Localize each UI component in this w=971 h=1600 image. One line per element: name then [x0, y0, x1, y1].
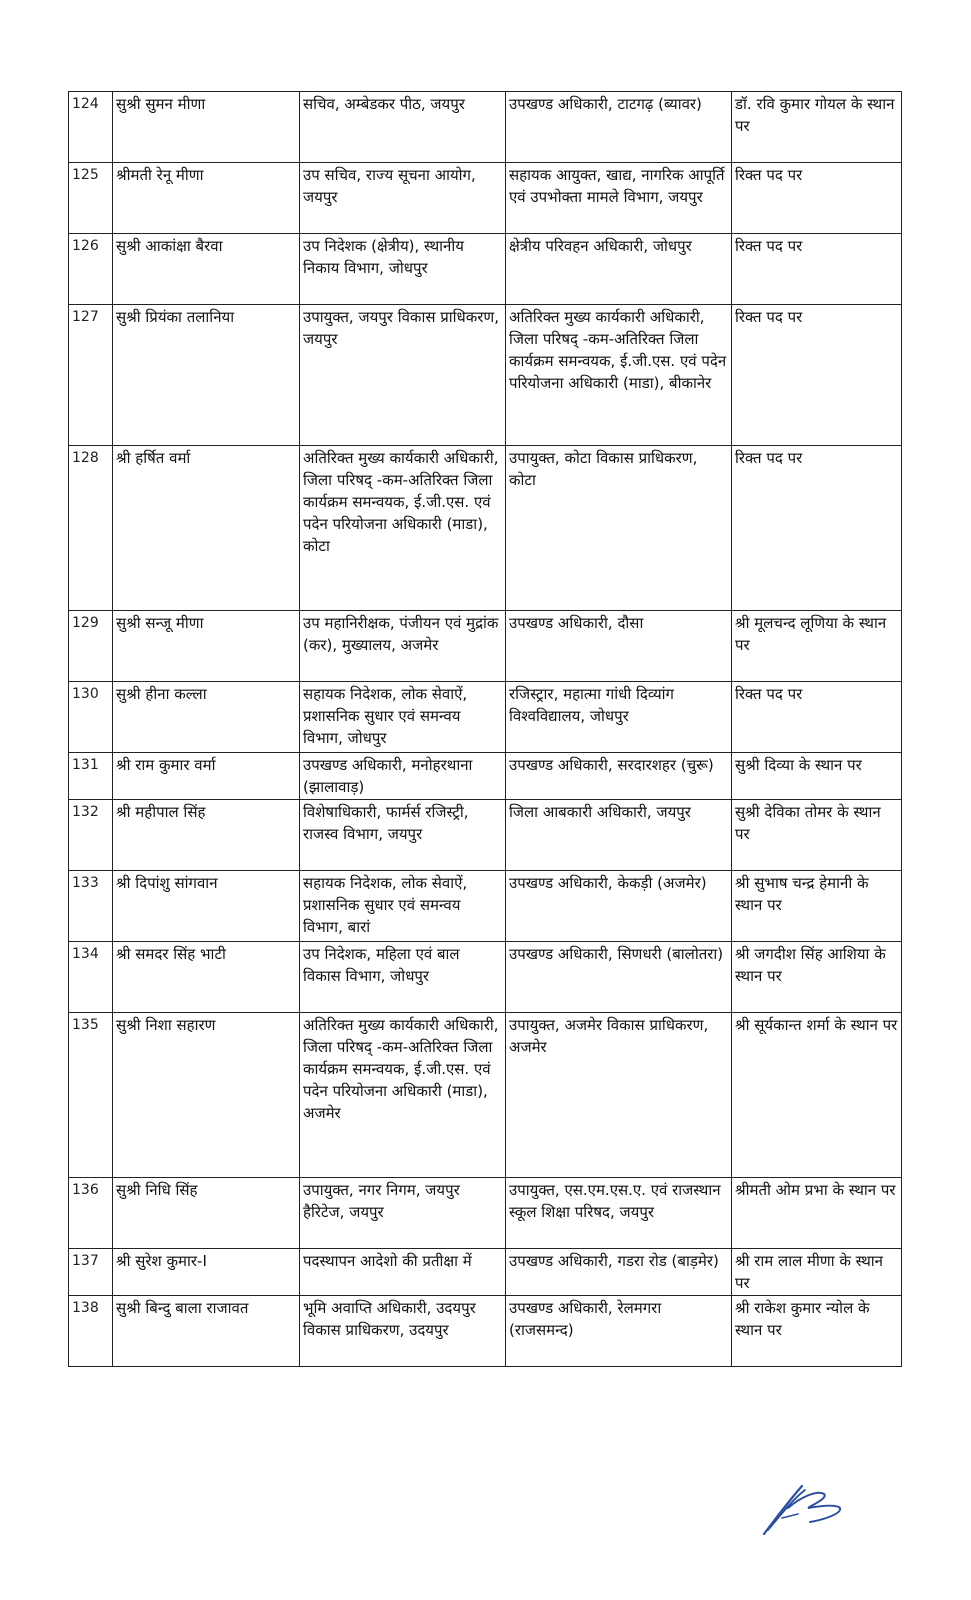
table-row [69, 92, 902, 163]
current-posting: सहायक निदेशक, लोक सेवाऐं, प्रशासनिक सुधार एवं समन्वय विभाग, बारां [300, 871, 506, 942]
new-posting: सहायक आयुक्त, खाद्य, नागरिक आपूर्ति एवं उपभोक्ता मामले विभाग, जयपुर [506, 163, 732, 234]
serial-number: 138 [69, 1296, 113, 1367]
officer-name: सुश्री बिन्दु बाला राजावत [113, 1296, 300, 1367]
new-posting: उपखण्ड अधिकारी, रेलमगरा (राजसमन्द) [506, 1296, 732, 1367]
current-posting: उपायुक्त, नगर निगम, जयपुर हैरिटेज, जयपुर [300, 1178, 506, 1249]
current-posting: उप महानिरीक्षक, पंजीयन एवं मुद्रांक (कर), मुख्यालय, अजमेर [300, 611, 506, 682]
new-posting: रजिस्ट्रार, महात्मा गांधी दिव्यांग विश्वविद्यालय, जोधपुर [506, 682, 732, 753]
officer-name: सुश्री प्रियंका तलानिया [113, 305, 300, 446]
remarks: श्री मूलचन्द लूणिया के स्थान पर [732, 611, 902, 682]
current-posting: उप निदेशक, महिला एवं बाल विकास विभाग, जोधपुर [300, 942, 506, 1013]
new-posting: उपखण्ड अधिकारी, सरदारशहर (चुरू) [506, 753, 732, 800]
officer-name: श्री हर्षित वर्मा [113, 446, 300, 611]
serial-number: 131 [69, 753, 113, 800]
current-posting: सचिव, अम्बेडकर पीठ, जयपुर [300, 92, 506, 163]
new-posting: उपखण्ड अधिकारी, सिणधरी (बालोतरा) [506, 942, 732, 1013]
table-row [69, 1249, 902, 1296]
table-row [69, 234, 902, 305]
remarks: रिक्त पद पर [732, 682, 902, 753]
remarks: रिक्त पद पर [732, 234, 902, 305]
new-posting: जिला आबकारी अधिकारी, जयपुर [506, 800, 732, 871]
serial-number: 136 [69, 1178, 113, 1249]
table-row [69, 682, 902, 753]
new-posting: उपखण्ड अधिकारी, टाटगढ़ (ब्यावर) [506, 92, 732, 163]
officer-name: सुश्री आकांक्षा बैरवा [113, 234, 300, 305]
remarks: श्री सूर्यकान्त शर्मा के स्थान पर [732, 1013, 902, 1178]
table-row [69, 942, 902, 1013]
serial-number: 126 [69, 234, 113, 305]
remarks: श्री जगदीश सिंह आशिया के स्थान पर [732, 942, 902, 1013]
table-row [69, 753, 902, 800]
transfer-order-table [68, 91, 902, 1367]
table-row [69, 1178, 902, 1249]
table-row [69, 1013, 902, 1178]
remarks: डॉ. रवि कुमार गोयल के स्थान पर [732, 92, 902, 163]
remarks: सुश्री देविका तोमर के स्थान पर [732, 800, 902, 871]
officer-name: श्री सुरेश कुमार-I [113, 1249, 300, 1296]
new-posting: उपखण्ड अधिकारी, दौसा [506, 611, 732, 682]
new-posting: उपखण्ड अधिकारी, गडरा रोड (बाड़मेर) [506, 1249, 732, 1296]
current-posting: उपखण्ड अधिकारी, मनोहरथाना (झालावाड़) [300, 753, 506, 800]
table-row [69, 871, 902, 942]
officer-name: सुश्री हीना कल्ला [113, 682, 300, 753]
current-posting: सहायक निदेशक, लोक सेवाऐं, प्रशासनिक सुधार एवं समन्वय विभाग, जोधपुर [300, 682, 506, 753]
serial-number: 125 [69, 163, 113, 234]
current-posting: अतिरिक्त मुख्य कार्यकारी अधिकारी, जिला परिषद् -कम-अतिरिक्त जिला कार्यक्रम समन्वयक, ई.जी.एस. एवं पदेन परियोजना अधिकारी (माडा), अजमेर [300, 1013, 506, 1178]
table-row [69, 800, 902, 871]
officer-name: श्री समदर सिंह भाटी [113, 942, 300, 1013]
current-posting: उपायुक्त, जयपुर विकास प्राधिकरण, जयपुर [300, 305, 506, 446]
table-row [69, 611, 902, 682]
table-row [69, 163, 902, 234]
new-posting: अतिरिक्त मुख्य कार्यकारी अधिकारी, जिला परिषद् -कम-अतिरिक्त जिला कार्यक्रम समन्वयक, ई.जी.एस. एवं पदेन परियोजना अधिकारी (माडा), बीकानेर [506, 305, 732, 446]
table-body [69, 92, 902, 1367]
remarks: श्री राकेश कुमार न्योल के स्थान पर [732, 1296, 902, 1367]
officer-name: श्री दिपांशु सांगवान [113, 871, 300, 942]
officer-name: सुश्री सन्जू मीणा [113, 611, 300, 682]
officer-name: सुश्री निशा सहारण [113, 1013, 300, 1178]
current-posting: पदस्थापन आदेशो की प्रतीक्षा में [300, 1249, 506, 1296]
signature-icon [758, 1478, 848, 1538]
remarks: रिक्त पद पर [732, 163, 902, 234]
new-posting: उपायुक्त, कोटा विकास प्राधिकरण, कोटा [506, 446, 732, 611]
serial-number: 130 [69, 682, 113, 753]
current-posting: विशेषाधिकारी, फार्मर्स रजिस्ट्री, राजस्व विभाग, जयपुर [300, 800, 506, 871]
officer-name: श्री राम कुमार वर्मा [113, 753, 300, 800]
serial-number: 124 [69, 92, 113, 163]
new-posting: उपायुक्त, एस.एम.एस.ए. एवं राजस्थान स्कूल शिक्षा परिषद, जयपुर [506, 1178, 732, 1249]
serial-number: 135 [69, 1013, 113, 1178]
officer-name: सुश्री सुमन मीणा [113, 92, 300, 163]
serial-number: 129 [69, 611, 113, 682]
serial-number: 128 [69, 446, 113, 611]
current-posting: अतिरिक्त मुख्य कार्यकारी अधिकारी, जिला परिषद् -कम-अतिरिक्त जिला कार्यक्रम समन्वयक, ई.जी.एस. एवं पदेन परियोजना अधिकारी (माडा), कोटा [300, 446, 506, 611]
serial-number: 127 [69, 305, 113, 446]
serial-number: 137 [69, 1249, 113, 1296]
current-posting: भूमि अवाप्ति अधिकारी, उदयपुर विकास प्राधिकरण, उदयपुर [300, 1296, 506, 1367]
new-posting: उपायुक्त, अजमेर विकास प्राधिकरण, अजमेर [506, 1013, 732, 1178]
remarks: रिक्त पद पर [732, 446, 902, 611]
remarks: श्री राम लाल मीणा के स्थान पर [732, 1249, 902, 1296]
remarks: रिक्त पद पर [732, 305, 902, 446]
officer-name: श्री महीपाल सिंह [113, 800, 300, 871]
remarks: श्रीमती ओम प्रभा के स्थान पर [732, 1178, 902, 1249]
new-posting: उपखण्ड अधिकारी, केकड़ी (अजमेर) [506, 871, 732, 942]
current-posting: उप निदेशक (क्षेत्रीय), स्थानीय निकाय विभाग, जोधपुर [300, 234, 506, 305]
officer-name: श्रीमती रेनू मीणा [113, 163, 300, 234]
new-posting: क्षेत्रीय परिवहन अधिकारी, जोधपुर [506, 234, 732, 305]
serial-number: 132 [69, 800, 113, 871]
table-row [69, 446, 902, 611]
officer-name: सुश्री निधि सिंह [113, 1178, 300, 1249]
current-posting: उप सचिव, राज्य सूचना आयोग, जयपुर [300, 163, 506, 234]
table-row [69, 1296, 902, 1367]
table-row [69, 305, 902, 446]
remarks: सुश्री दिव्या के स्थान पर [732, 753, 902, 800]
serial-number: 133 [69, 871, 113, 942]
serial-number: 134 [69, 942, 113, 1013]
remarks: श्री सुभाष चन्द्र हेमानी के स्थान पर [732, 871, 902, 942]
